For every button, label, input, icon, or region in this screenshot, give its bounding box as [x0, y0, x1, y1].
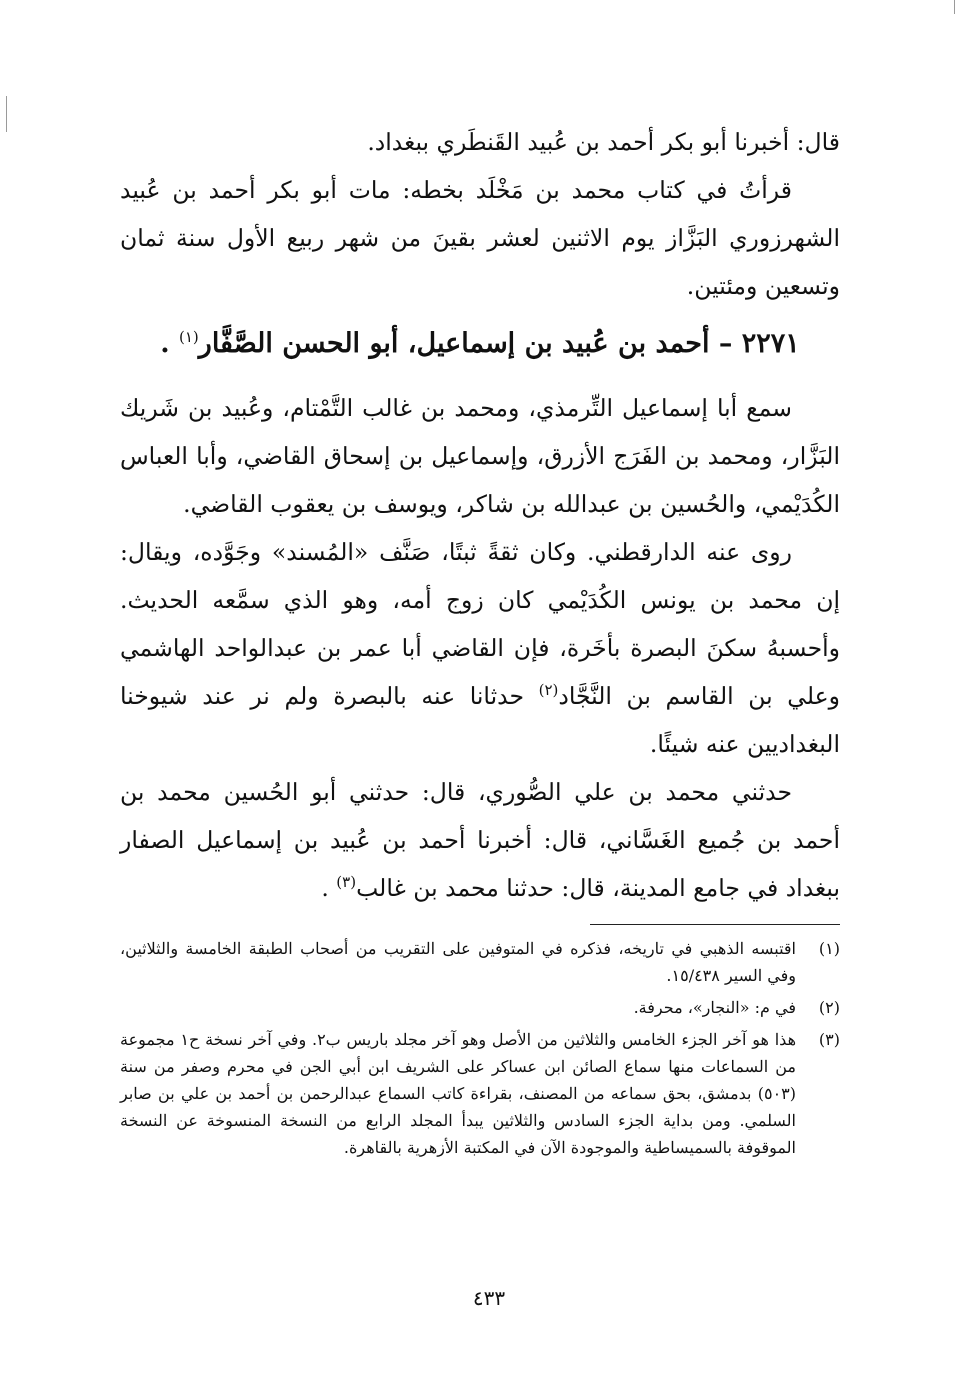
- paragraph-isnad-end: .: [321, 874, 337, 902]
- footnote-text: في م: «النجار»، محرفة.: [633, 998, 796, 1017]
- entry-end-mark: .: [160, 328, 179, 359]
- scan-edge-mark-left: [6, 96, 7, 132]
- footnote-3: [120, 1026, 840, 1161]
- paragraph-teachers: سمع أبا إسماعيل التِّرمذي، ومحمد بن غالب التَّمْتام، وعُبيد بن شَريك البَزَّار، ومحمد بن الفَرَج الأزرق، وإسماعيل بن إسحاق القاضي، وأبا العباس الكُدَيْمي، والحُسين بن عبدالله بن شاكر، ويوسف بن يعقوب القاضي.: [120, 394, 840, 518]
- footnotes: [120, 935, 840, 1161]
- footnote-number: (٢): [818, 998, 840, 1017]
- footnote-text: هذا هو آخر الجزء الخامس والثلاثين من الأصل وهو آخر مجلد باريس ب٢. وفي آخر نسخة ح١ مجموعة من السماعات منها سماع الصائن ابن عساكر على الشريف ابن أبي الجن في محرم وصفر من سنة (٥٠٣) بدمشق، بحق سماعه من المصنف، بقراءة كاتب السماع عبدالرحمن بن أحمد بن علي بن صابر السلمي. ومن بداية الجزء السادس والثلاثين يبدأ المجلد الرابع من النسخة المنسوخة عن النسخة الموقوفة بالسميساطية والموجودة الآن في المكتبة الأزهرية بالقاهرة.: [120, 1030, 797, 1157]
- paragraph-preceding-entry-end: قال: أخبرنا أبو بكر أحمد بن عُبيد القَنطَري ببغداد.: [367, 128, 840, 156]
- paragraph-isnad: [120, 768, 840, 912]
- page-number: ٤٣٣: [472, 1286, 506, 1310]
- main-text: [120, 118, 840, 912]
- footnote-number: (١): [818, 939, 840, 958]
- entry-separator: –: [709, 328, 742, 359]
- scan-edge-mark-top: [954, 0, 955, 14]
- entry-number: ٢٢٧١: [741, 328, 800, 359]
- paragraph-death-date: قرأتُ في كتاب محمد بن مَخْلَد بخطه: مات أبو بكر أحمد بن عُبيد الشهرزوري البَزَّاز يوم الاثنين لعشر بقينَ من شهر ربيع الأول سنة ثمان وتسعين ومئتين.: [120, 176, 840, 300]
- footnote-ref-3: (٣): [336, 873, 357, 892]
- footnote-2: [120, 994, 840, 1021]
- paragraph-isnad-text: حدثني محمد بن علي الصُّوري، قال: حدثني أبو الحُسين محمد بن أحمد بن جُميع الغَسَّاني، قال: أخبرنا أحمد بن عُبيد بن إسماعيل الصفار ببغداد في جامع المدينة، قال: حدثنا محمد بن غالب: [120, 778, 840, 902]
- footnote-text: اقتبسه الذهبي في تاريخه، فذكره في المتوفين على التقريب من أصحاب الطبقة الخامسة والثلاثين، وفي السير ١٥/٤٣٨.: [120, 939, 796, 985]
- footnote-number: (٣): [818, 1030, 840, 1049]
- paragraph-students-text: روى عنه الدارقطني. وكان ثقةً ثبتًا، صَنَّف «المُسند» وجَوَّده، ويقال: إن محمد بن يونس الكُدَيْمي كان زوج أمه، وهو الذي سمَّعه الحديث. وأحسبهُ سكنَ البصرة بأخَرة، فإن القاضي أبا عمر بن عبدالواحد الهاشمي وعلي بن القاسم بن النَّجَّاد: [120, 538, 840, 710]
- book-page: [120, 118, 840, 1166]
- footnote-ref-2: (٢): [538, 681, 559, 700]
- entry-heading: [120, 312, 840, 376]
- footnote-ref-1: (١): [179, 328, 199, 346]
- footnote-1: [120, 935, 840, 989]
- paragraph-students-text-end: حدثانا عنه بالبصرة ولم نر عند شيوخنا البغداديين عنه شيئًا.: [120, 682, 840, 758]
- paragraph-students: [120, 528, 840, 768]
- footnote-divider: [590, 924, 840, 925]
- entry-title: أحمد بن عُبيد بن إسماعيل، أبو الحسن الصَّفَّار: [198, 328, 710, 359]
